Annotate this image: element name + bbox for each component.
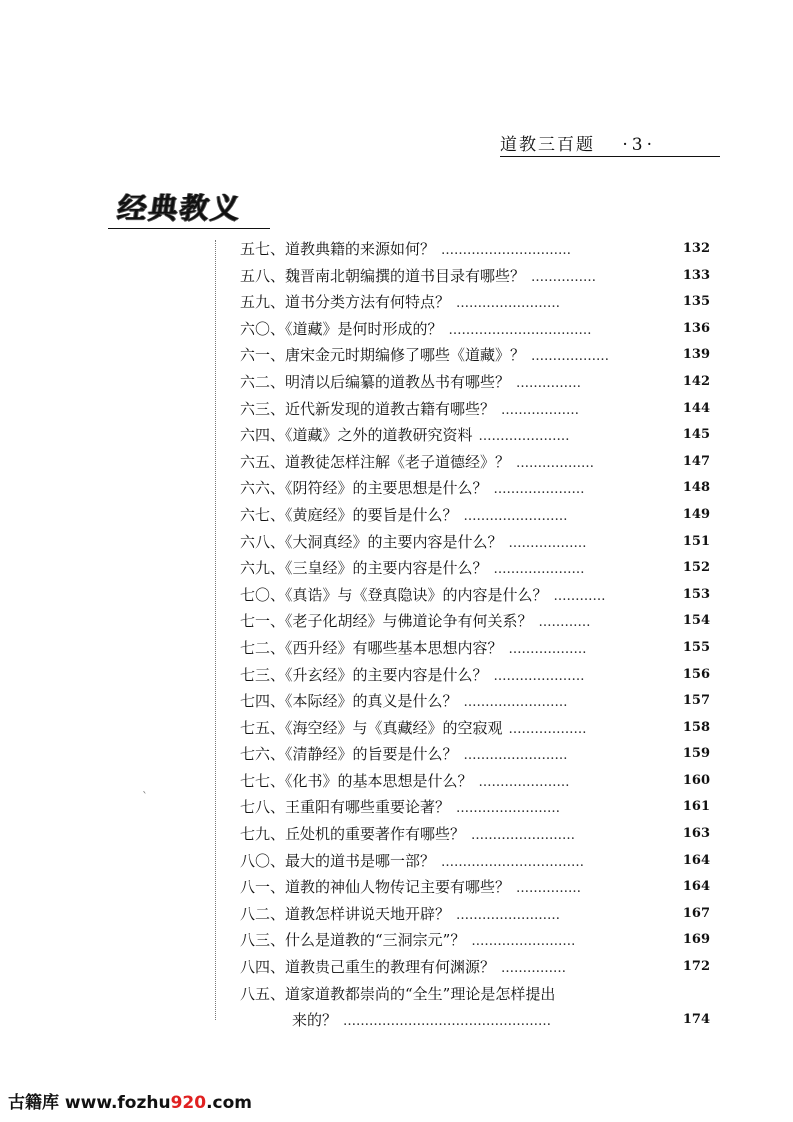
toc-entry-leader: …………………… [463,695,568,711]
toc-entry-title: 八一、道教的神仙人物传记主要有哪些？ [240,878,511,897]
toc-entry-title: 八二、道教怎样讲说天地开辟？ [240,904,451,923]
toc-entry-page: 163 [682,826,710,842]
toc-entry [240,316,710,343]
toc-entry-page: 160 [682,772,710,788]
toc-entry [240,688,710,715]
toc-entry-title: 七一、《老子化胡经》与佛道论争有何关系？ [240,612,533,631]
toc-entry-leader: ……………… [508,535,587,551]
toc-entry [240,874,710,901]
toc-entry-title: 七三、《升玄经》的主要内容是什么？ [240,665,488,684]
toc-entry [240,848,710,875]
toc-entry-page: 148 [682,480,710,496]
toc-entry-leader: …………………… [456,907,561,923]
toc-entry [240,794,710,821]
toc-entry-title: 七四、《本际经》的真义是什么？ [240,692,458,711]
toc-entry [240,555,710,582]
toc-entry-page: 153 [682,586,710,602]
toc-entry-leader: …………………………… [448,322,592,338]
toc-entry-page: 169 [682,932,710,948]
toc-entry-title: 七六、《清静经》的旨要是什么？ [240,745,458,764]
toc-entry-page: 144 [682,400,710,416]
toc-entry-leader: …………………… [471,828,576,844]
toc-entry-title: 八三、什么是道教的“三洞宗元”？ [240,931,466,950]
toc-entry-title: 七二、《西升经》有哪些基本思想内容？ [240,638,503,657]
toc-entry [240,715,710,742]
toc-entry [240,635,710,662]
toc-entry [240,768,710,795]
toc-entry-leader: ………… [538,615,591,631]
watermark-prefix: 古籍库 www.fozhu [8,1093,171,1113]
toc-entry-page: 139 [682,347,710,363]
toc-entry-leader: ……………… [501,402,580,418]
toc-entry [240,981,710,1008]
toc-entry [240,263,710,290]
toc-entry-leader: …………… [531,269,597,285]
toc-entry-title: 六〇、《道藏》是何时形成的？ [240,319,443,338]
toc-entry [240,529,710,556]
toc-entry-page: 152 [682,560,710,576]
toc-entry-title: 六九、《三皇经》的主要内容是什么？ [240,559,488,578]
toc-entry-title: 六三、近代新发现的道教古籍有哪些？ [240,399,496,418]
toc-entry-page: 159 [682,746,710,762]
scan-mark: ˋ [142,790,148,804]
toc-entry [240,236,710,263]
toc-entry [240,342,710,369]
toc-entry [240,927,710,954]
running-header [500,130,720,157]
toc-entry-title: 五八、魏晋南北朝编撰的道书目录有哪些？ [240,266,526,285]
toc-entry-title: 六四、《道藏》之外的道教研究资料 [240,426,473,445]
toc-entry-page: 164 [682,879,710,895]
toc-entry-page: 172 [682,959,710,975]
toc-entry-page: 147 [682,453,710,469]
toc-entry-title: 来的？ [292,1011,338,1030]
toc-entry-leader: …………………………… [441,854,585,870]
toc-entry-leader: ………………… [493,482,585,498]
toc-entry-page: 156 [682,666,710,682]
toc-entry [240,582,710,609]
toc-entry-page: 154 [682,613,710,629]
toc-entry-page: 149 [682,506,710,522]
toc-entry-page: 164 [682,852,710,868]
toc-entry-page: 132 [682,241,710,256]
toc-entry-title: 七八、王重阳有哪些重要论著？ [240,798,451,817]
toc-entry-leader: …………… [516,881,582,897]
toc-entry [240,475,710,502]
page-number: ·3· [622,135,657,155]
toc-entry-page: 155 [682,639,710,655]
toc-entry [240,449,710,476]
toc-entry-page: 174 [682,1012,710,1028]
toc-entry-leader: ………… [553,588,606,604]
toc-entry-leader: ……………… [508,721,587,737]
toc-entry-leader: ………………… [478,429,570,445]
toc-entry-page: 167 [682,905,710,921]
toc-entry-leader: ……………… [508,641,587,657]
toc-entry [240,741,710,768]
toc-entry [240,396,710,423]
toc-entry-page: 145 [682,427,710,443]
toc-entry-leader: ………………… [493,562,585,578]
toc-entry-title: 八五、道家道教都崇尚的“全生”理论是怎样提出 [240,984,556,1003]
section-title: 经典教义 [115,191,245,225]
toc-entry-title: 七五、《海空经》与《真藏经》的空寂观 [240,718,503,737]
toc-entry-leader: …………………… [456,801,561,817]
toc-entry-title: 五九、道书分类方法有何特点？ [240,293,451,312]
toc-entry-page: 161 [682,799,710,815]
toc-entry-title: 六二、明清以后编纂的道教丛书有哪些？ [240,372,511,391]
toc-entry [240,954,710,981]
toc-entry-leader: …………………… [471,934,576,950]
toc-entry-title: 六一、唐宋金元时期编修了哪些《道藏》？ [240,346,526,365]
toc-entry-title: 七〇、《真诰》与《登真隐诀》的内容是什么？ [240,585,548,604]
toc-entry-title: 六七、《黄庭经》的要旨是什么？ [240,505,458,524]
toc-entry-title: 八四、道教贵己重生的教理有何渊源？ [240,958,496,977]
toc-entry-leader: ……………… [531,349,610,365]
toc-entry-title: 五七、道教典籍的来源如何？ [240,240,436,258]
toc-column-rule [215,240,216,1020]
toc-entry-title: 六五、道教徒怎样注解《老子道德经》？ [240,452,511,471]
toc-entry [240,1007,710,1034]
toc-entry-page: 151 [682,533,710,549]
toc-entry [240,369,710,396]
toc-entry-page: 158 [682,719,710,735]
toc-entry-title: 六八、《大洞真经》的主要内容是什么？ [240,532,503,551]
toc-entry [240,901,710,928]
toc-entry-title: 七九、丘处机的重要著作有哪些？ [240,825,466,844]
toc-entry-page: 142 [682,373,710,389]
toc-entry-page: 157 [682,693,710,709]
footer-watermark [8,1088,252,1113]
toc-list [240,236,710,1034]
toc-entry [240,608,710,635]
toc-entry-leader: …………………… [456,296,561,312]
toc-entry-leader: …………… [501,961,567,977]
toc-entry-leader: ………………………………………… [343,1014,552,1030]
toc-entry [240,422,710,449]
toc-entry-leader: ………………………… [441,243,572,258]
section-rule [108,228,270,229]
toc-entry-title: 七七、《化书》的基本思想是什么？ [240,771,473,790]
toc-entry-leader: ………………… [493,668,585,684]
toc-entry [240,821,710,848]
watermark-suffix: .com [206,1093,253,1113]
toc-entry-leader: …………………… [463,508,568,524]
toc-entry-leader: ……………… [516,455,595,471]
toc-entry [240,289,710,316]
toc-entry-page: 136 [682,320,710,336]
toc-entry-leader: …………… [516,375,582,391]
book-title: 道教三百题 [500,135,595,155]
toc-entry-title: 六六、《阴符经》的主要思想是什么？ [240,479,488,498]
toc-entry [240,502,710,529]
toc-entry-leader: …………………… [463,748,568,764]
toc-entry-title: 八〇、最大的道书是哪一部？ [240,851,436,870]
toc-entry-page: 135 [682,294,710,310]
toc-entry-leader: ………………… [478,774,570,790]
watermark-number: 920 [170,1093,207,1113]
toc-entry-page: 133 [682,267,710,283]
toc-entry [240,662,710,689]
